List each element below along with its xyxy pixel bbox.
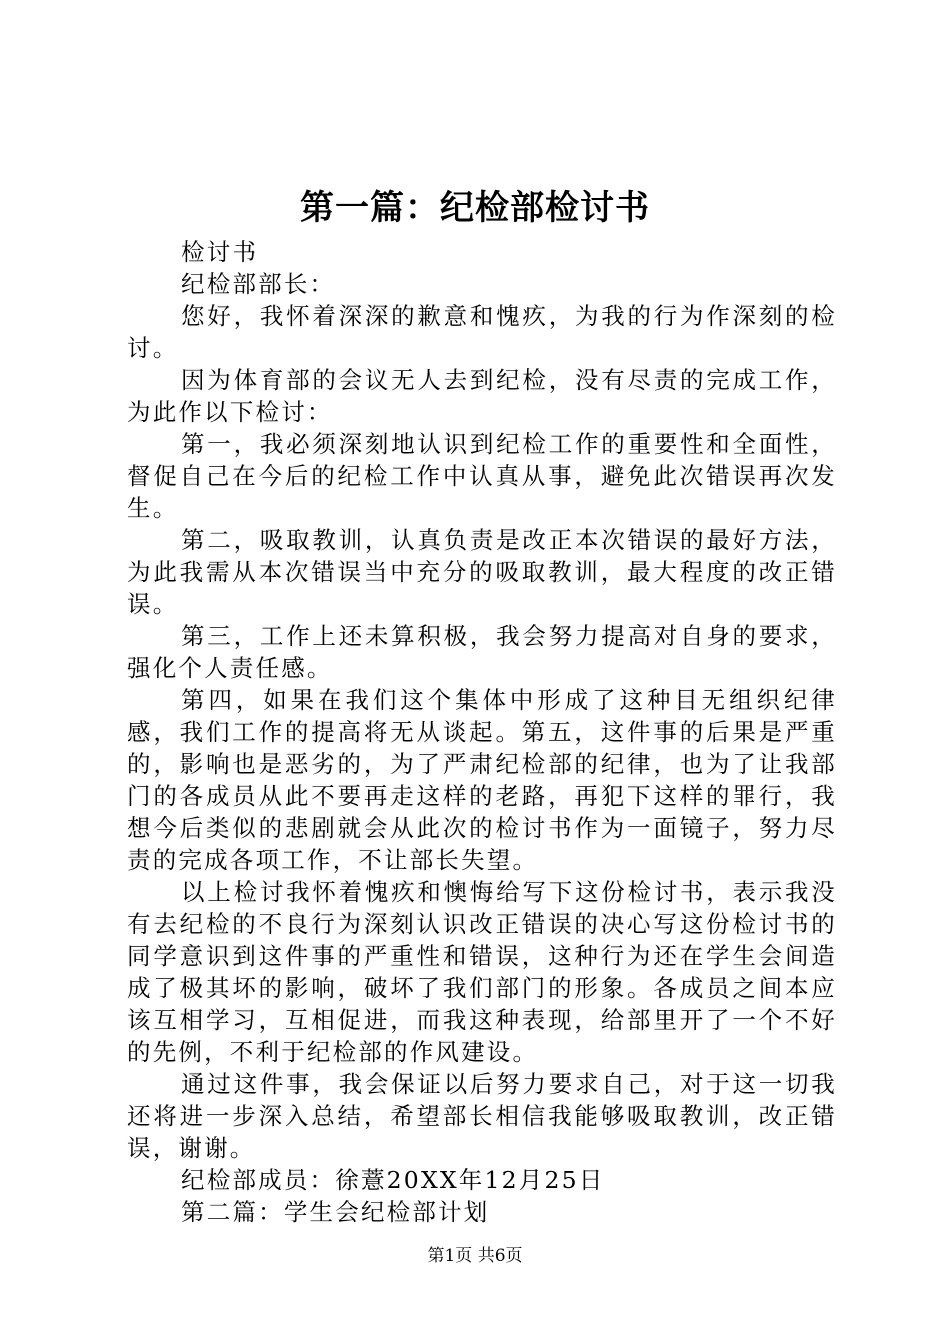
paragraph: 第一，我必须深刻地认识到纪检工作的重要性和全面性，督促自己在今后的纪检工作中认真从事，避免此次错误再次发生。 (127, 430, 837, 522)
paragraph-heading: 检讨书 (181, 238, 259, 266)
paragraph: 第四，如果在我们这个集体中形成了这种目无组织纪律感，我们工作的提高将无从谈起。第五，这件事的后果是严重的，影响也是恶劣的，为了严肃纪检部的纪律，也为了让我部门的各成员从此不要再走这样的老路，再犯下这样的罪行，我想今后类似的悲剧就会从此次的检讨书作为一面镜子，努力尽责的完成各项工作，不让部长失望。 (127, 686, 837, 874)
paragraph: 以上检讨我怀着愧疚和懊悔给写下这份检讨书，表示我没有去纪检的不良行为深刻认识改正错误的决心写这份检讨书的同学意识到这件事的严重性和错误，这种行为还在学生会间造成了极其坏的影响，破坏了我们部门的形象。各成员之间本应该互相学习，互相促进，而我这种表现，给部里开了一个不好的先例，不利于纪检部的作风建设。 (127, 878, 837, 1066)
paragraph: 您好，我怀着深深的歉意和愧疚，为我的行为作深刻的检讨。 (127, 302, 837, 362)
document-body (127, 236, 837, 1228)
paragraph: 第三，工作上还未算积极，我会努力提高对自身的要求，强化个人责任感。 (127, 622, 837, 682)
paragraph: 因为体育部的会议无人去到纪检，没有尽责的完成工作，为此作以下检讨： (127, 366, 837, 426)
next-section-heading: 第二篇：学生会纪检部计划 (181, 1198, 490, 1226)
paragraph-salutation: 纪检部部长： (181, 270, 336, 298)
document-title: 第一篇：纪检部检讨书 (300, 188, 650, 228)
paragraph: 通过这件事，我会保证以后努力要求自己，对于这一切我还将进一步深入总结，希望部长相信我能够吸取教训，改正错误，谢谢。 (127, 1070, 837, 1162)
paragraph: 第二，吸取教训，认真负责是改正本次错误的最好方法，为此我需从本次错误当中充分的吸取教训，最大程度的改正错误。 (127, 526, 837, 618)
signature-line: 纪检部成员：徐薏20XX年12月25日 (181, 1166, 605, 1194)
page-footer: 第1页 共6页 (427, 1246, 523, 1266)
